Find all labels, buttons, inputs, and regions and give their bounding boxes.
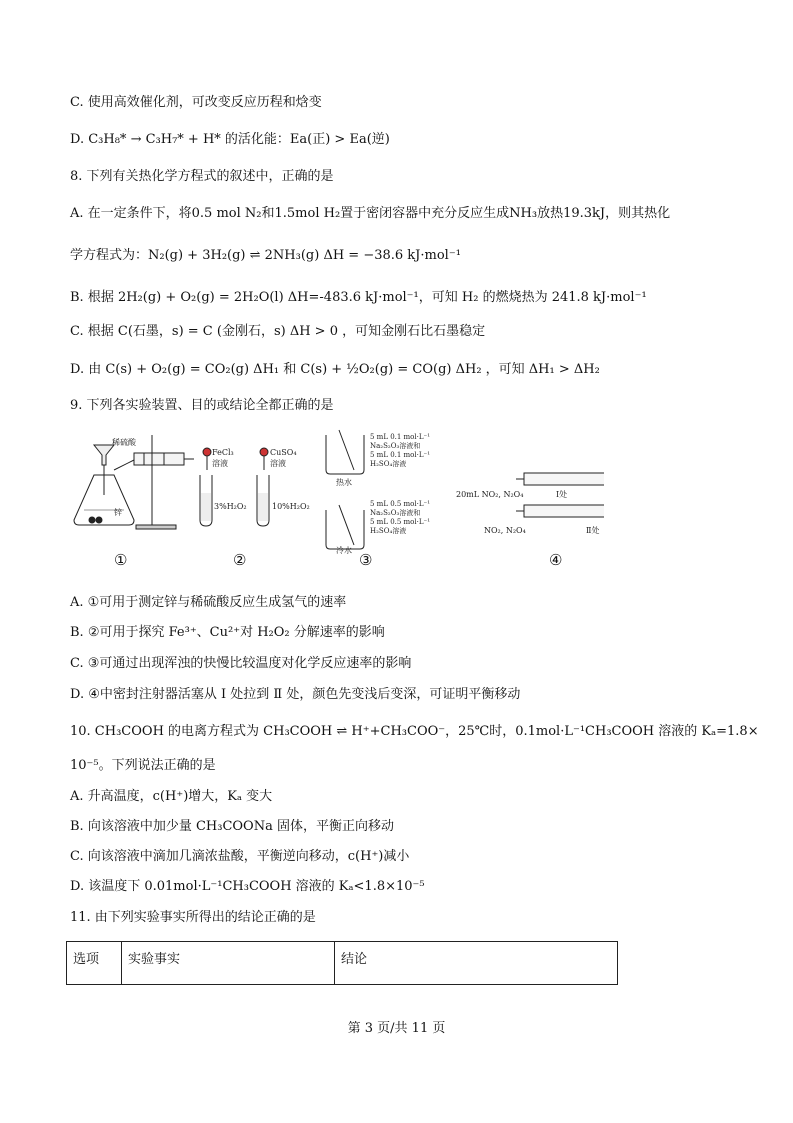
- q9-option-a: A. ①可用于测定锌与稀硫酸反应生成氢气的速率: [70, 595, 347, 610]
- apparatus-figure: [64, 425, 604, 575]
- table-header-fact: 实验事实: [122, 942, 335, 985]
- table-header-conclusion: 结论: [335, 942, 618, 985]
- q9-option-d: D. ④中密封注射器活塞从 Ⅰ 处拉到 Ⅱ 处，颜色先变浅后变深，可证明平衡移动: [70, 687, 521, 702]
- apparatus-3-top-4: H₂SO₄溶液: [370, 460, 407, 468]
- apparatus-2-left-sol: 溶液: [212, 459, 228, 468]
- q8-stem: 8. 下列有关热化学方程式的叙述中，正确的是: [70, 169, 334, 184]
- apparatus-4-gas-bot: NO₂, N₂O₄: [484, 526, 526, 535]
- q11-stem: 11. 由下列实验事实所得出的结论正确的是: [70, 910, 316, 925]
- apparatus-2-right-reagent: CuSO₄: [270, 448, 297, 457]
- q8-option-c: C. 根据 C(石墨，s) = C (金刚石，s) ΔH > 0 ，可知金刚石比石墨稳定: [70, 324, 486, 339]
- q11-table: [66, 941, 618, 985]
- caption-3: ③: [359, 551, 373, 569]
- apparatus-2-right-tube: 10%H₂O₂: [272, 502, 310, 511]
- apparatus-4-pos-1: Ⅰ处: [556, 490, 568, 499]
- caption-2: ②: [233, 551, 247, 569]
- apparatus-2: [200, 448, 269, 526]
- q10-option-d: D. 该温度下 0.01mol·L⁻¹CH₃COOH 溶液的 Kₐ<1.8×10⁻⁵: [70, 879, 425, 894]
- q10-stem-line1: 10. CH₃COOH 的电离方程式为 CH₃COOH ⇌ H⁺+CH₃COO⁻，25℃时，0.1mol·L⁻¹CH₃COOH 溶液的 Kₐ=1.8×: [70, 724, 759, 739]
- apparatus-3-top-3: 5 mL 0.1 mol·L⁻¹: [370, 451, 431, 459]
- table-header-option: 选项: [67, 942, 122, 985]
- apparatus-1: [74, 435, 194, 529]
- apparatus-2-left-tube: 3%H₂O₂: [214, 502, 247, 511]
- q10-option-c: C. 向该溶液中滴加几滴浓盐酸，平衡逆向移动，c(H⁺)减小: [70, 849, 410, 864]
- q10-option-a: A. 升高温度，c(H⁺)增大，Kₐ 变大: [70, 789, 273, 804]
- q8-option-a-line1: A. 在一定条件下，将0.5 mol N₂和1.5mol H₂置于密闭容器中充分反应生成NH₃放热19.3kJ，则其热化: [70, 206, 671, 221]
- apparatus-3-cold-water: 冷水: [336, 546, 352, 555]
- q8-option-b: B. 根据 2H₂(g) + O₂(g) = 2H₂O(l) ΔH=-483.6 kJ·mol⁻¹，可知 H₂ 的燃烧热为 241.8 kJ·mol⁻¹: [70, 290, 647, 305]
- apparatus-1-acid-label: 稀硫酸: [112, 438, 136, 447]
- apparatus-3-bot-2: Na₂S₂O₃溶液和: [370, 509, 421, 517]
- apparatus-3-top-1: 5 mL 0.1 mol·L⁻¹: [370, 433, 431, 441]
- apparatus-3-hot-water: 热水: [336, 478, 352, 487]
- apparatus-1-zinc-label: 锌: [114, 508, 122, 517]
- q7-option-c: C. 使用高效催化剂，可改变反应历程和焓变: [70, 95, 322, 110]
- apparatus-2-right-sol: 溶液: [270, 459, 286, 468]
- page-footer: 第 3 页/共 11 页: [347, 1021, 446, 1036]
- apparatus-3-top-2: Na₂S₂O₃溶液和: [370, 442, 421, 450]
- table-header-row: [67, 942, 618, 985]
- apparatus-3-bot-1: 5 mL 0.5 mol·L⁻¹: [370, 500, 431, 508]
- q7-option-d: D. C₃H₈* → C₃H₇* + H* 的活化能：Ea(正) > Ea(逆): [70, 132, 390, 147]
- caption-4: ④: [549, 551, 563, 569]
- q9-option-c: C. ③可通过出现浑浊的快慢比较温度对化学反应速率的影响: [70, 656, 412, 671]
- q8-option-a-line2: 学方程式为：N₂(g) + 3H₂(g) ⇌ 2NH₃(g) ΔH = −38.6 kJ·mol⁻¹: [70, 248, 461, 263]
- apparatus-3: [326, 430, 364, 549]
- apparatus-3-bot-3: 5 mL 0.5 mol·L⁻¹: [370, 518, 431, 526]
- q8-option-d: D. 由 C(s) + O₂(g) = CO₂(g) ΔH₁ 和 C(s) + ½O₂(g) = CO(g) ΔH₂ ，可知 ΔH₁ > ΔH₂: [70, 362, 600, 377]
- caption-1: ①: [114, 551, 128, 569]
- apparatus-2-left-reagent: FeCl₃: [212, 448, 234, 457]
- apparatus-4-pos-2: Ⅱ处: [586, 526, 600, 535]
- q9-stem: 9. 下列各实验装置、目的或结论全都正确的是: [70, 398, 334, 413]
- apparatus-3-bot-4: H₂SO₄溶液: [370, 527, 407, 535]
- apparatus-4-gas-top: 20mL NO₂, N₂O₄: [456, 490, 524, 499]
- q9-option-b: B. ②可用于探究 Fe³⁺、Cu²⁺对 H₂O₂ 分解速率的影响: [70, 625, 385, 640]
- q10-option-b: B. 向该溶液中加少量 CH₃COONa 固体，平衡正向移动: [70, 819, 394, 834]
- q10-stem-line2: 10⁻⁵。下列说法正确的是: [70, 758, 216, 773]
